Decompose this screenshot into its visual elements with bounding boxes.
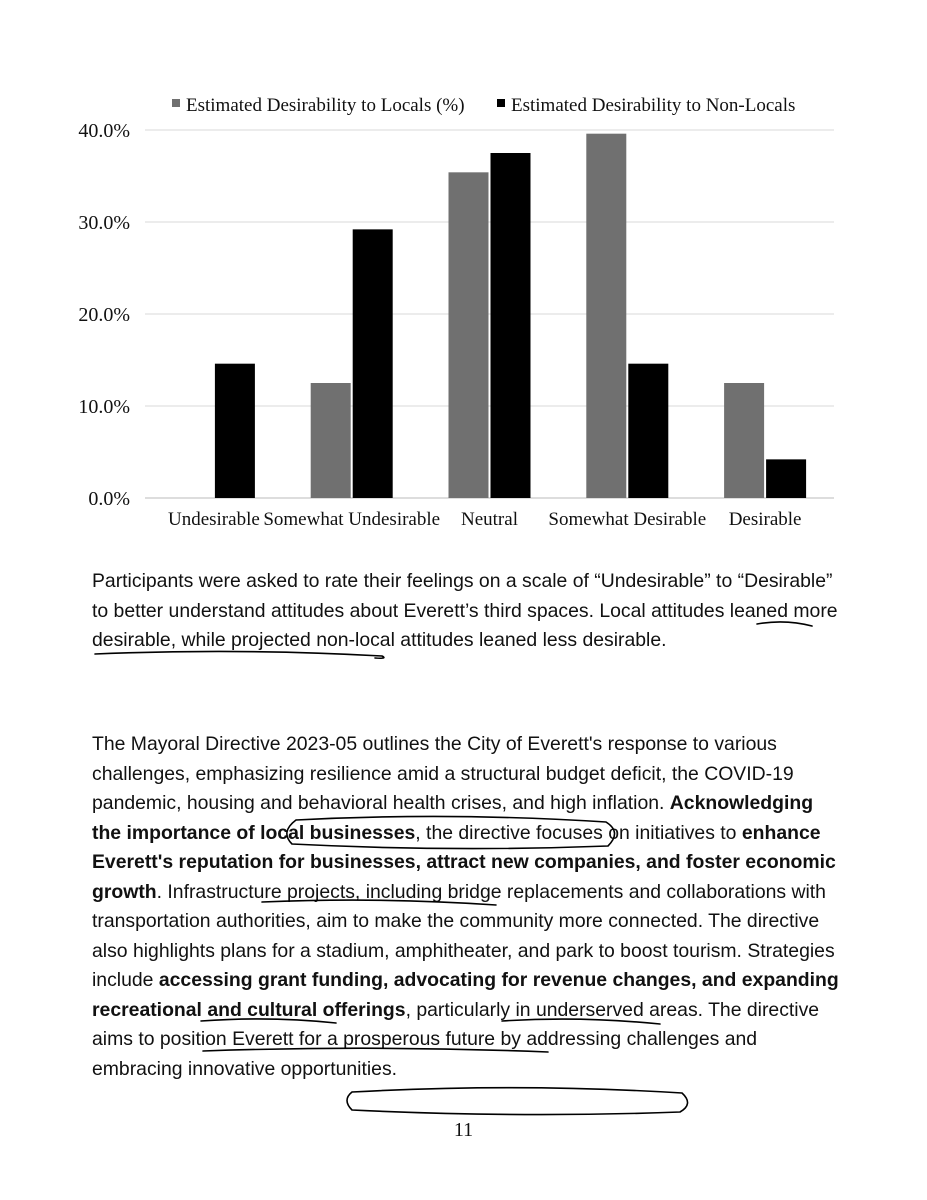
directive-text-3: . Infrastructure projects, including bridge replacements and collaborations with transportation authorities, aim to make the community more connected. The directive also highlights plans for a stadium, amphitheater, and park to boost tourism. Strategies include	[92, 880, 835, 991]
legend-swatch-nonlocals	[497, 99, 505, 107]
page-number: 11	[453, 1119, 474, 1141]
mayoral-directive-paragraph	[92, 730, 840, 1084]
bar-nonlocals-0	[215, 364, 255, 498]
x-tick-label: Somewhat Desirable	[548, 509, 707, 530]
x-tick-label: Desirable	[728, 509, 802, 530]
bar-nonlocals-1	[353, 229, 393, 498]
bold-enhance-reputation: enhance Everett's reputation for businesses, attract new companies, and foster economic growth	[92, 821, 836, 903]
desirability-bar-chart	[0, 0, 927, 545]
circle-embracing-innovative-opportunities	[347, 1088, 688, 1115]
bar-locals-2	[449, 172, 489, 498]
y-tick-label: 30.0%	[78, 212, 130, 234]
bar-locals-4	[724, 383, 764, 498]
bar-locals-3	[586, 134, 626, 498]
chart-legend	[172, 95, 795, 116]
caption-text-2: , while projected non-local attitudes leaned less desirable.	[170, 629, 667, 651]
x-tick-label: Undesirable	[167, 509, 260, 530]
bold-accessing-grant-funding: accessing grant funding, advocating for revenue changes, and expanding recreational and cultural offerings	[92, 969, 839, 1021]
directive-text-4: , particularly in underserved areas. The directive aims to position Everett for a prosperous future by addressing challenges and embracing innovative opportunities.	[92, 998, 820, 1080]
bar-nonlocals-2	[491, 153, 531, 498]
y-tick-label: 10.0%	[78, 396, 130, 418]
underlined-local-attitudes: Local attitudes leaned more desirable	[92, 599, 838, 651]
legend-swatch-locals	[172, 99, 180, 107]
bar-locals-1	[311, 383, 351, 498]
legend-label-nonlocals: Estimated Desirability to Non-Locals	[511, 95, 796, 116]
caption-text-1: Participants were asked to rate their feelings on a scale of “Undesirable” to “Desirable” to better understand attitudes about Everett’s third spaces.	[92, 570, 833, 622]
bar-nonlocals-4	[766, 459, 806, 498]
chart-bars	[215, 134, 806, 498]
x-tick-label: Somewhat Undesirable	[263, 509, 441, 530]
y-tick-label: 40.0%	[78, 120, 130, 142]
chart-caption-paragraph	[92, 567, 840, 656]
directive-text-2: , the directive focuses on initiatives to	[415, 821, 742, 844]
y-tick-label: 20.0%	[78, 304, 130, 326]
y-tick-label: 0.0%	[88, 488, 130, 510]
legend-label-locals: Estimated Desirability to Locals (%)	[186, 95, 465, 116]
x-tick-label: Neutral	[461, 509, 518, 530]
bold-acknowledging-businesses: Acknowledging the importance of local businesses	[92, 792, 814, 844]
x-axis-tick-labels	[168, 509, 802, 530]
y-axis-tick-labels	[78, 120, 130, 510]
directive-text-1: The Mayoral Directive 2023-05 outlines the City of Everett's response to various challenges, emphasizing resilience amid a structural budget deficit, the COVID-19 pandemic, housing and behavioral health crises, and high inflation.	[92, 733, 794, 814]
bar-nonlocals-3	[628, 364, 668, 498]
